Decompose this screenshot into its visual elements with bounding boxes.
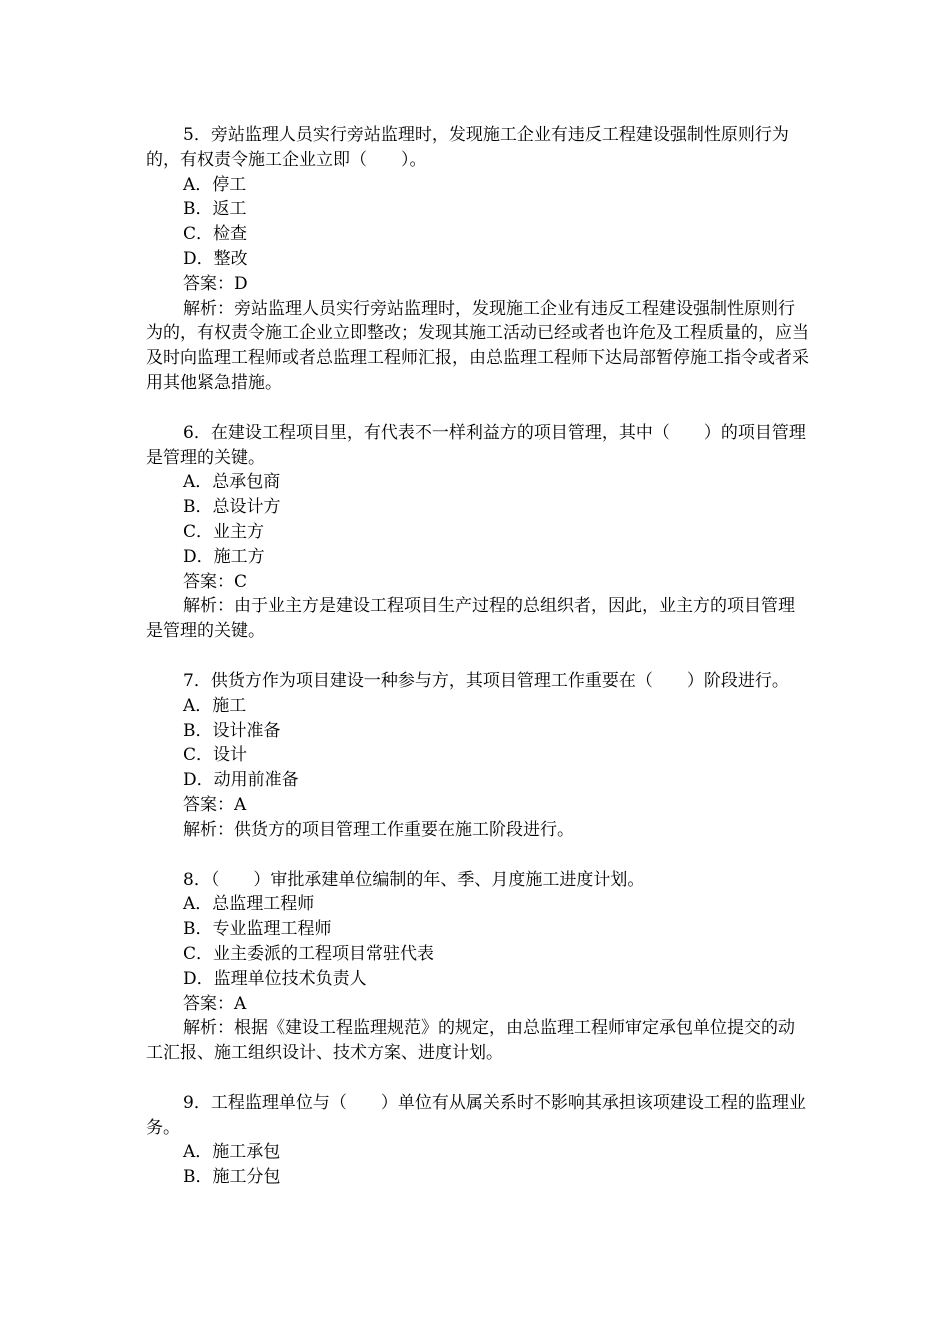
question-stem: 6．在建设工程项目里，有代表不一样利益方的项目管理，其中（ ）的项目管理是管理的关键。 xyxy=(146,422,806,468)
answer: 答案：C xyxy=(183,571,248,592)
explanation: 解析：旁站监理人员实行旁站监理时，发现施工企业有违反工程建设强制性原则行为的，有权责令施工企业立即整改；发现其施工活动已经或者也许危及工程质量的，应当及时向监理工程师或者总监理工程师汇报，由总监理工程师下达局部暂停施工指令或者采用其他紧急措施。 xyxy=(146,298,809,393)
question-9 xyxy=(146,1091,810,1190)
question-stem: 7．供货方作为项目建设一种参与方，其项目管理工作重要在（ ）阶段进行。 xyxy=(183,670,789,691)
question-stem: 9．工程监理单位与（ ）单位有从属关系时不影响其承担该项建设工程的监理业务。 xyxy=(146,1092,806,1138)
option-c: C．检查 xyxy=(183,224,248,245)
option-a: A．施工 xyxy=(183,695,247,716)
option-b: B．设计准备 xyxy=(183,720,281,741)
question-8 xyxy=(146,868,810,1066)
answer: 答案：D xyxy=(183,273,248,294)
answer: 答案：A xyxy=(183,993,247,1014)
option-b: B．总设计方 xyxy=(183,497,281,518)
option-d: D．整改 xyxy=(183,248,248,269)
option-c: C．业主方 xyxy=(183,521,265,542)
explanation: 解析：供货方的项目管理工作重要在施工阶段进行。 xyxy=(183,819,574,840)
option-a: A．施工承包 xyxy=(183,1142,281,1163)
answer: 答案：A xyxy=(183,794,247,815)
question-6 xyxy=(146,421,810,644)
option-b: B．施工分包 xyxy=(183,1167,281,1188)
option-c: C．业主委派的工程项目常驻代表 xyxy=(183,943,435,964)
option-a: A．总监理工程师 xyxy=(183,894,315,915)
option-d: D．动用前准备 xyxy=(183,770,299,791)
explanation: 解析：根据《建设工程监理规范》的规定，由总监理工程师审定承包单位提交的动工汇报、施工组织设计、技术方案、进度计划。 xyxy=(146,1018,795,1064)
document-page xyxy=(146,123,810,1215)
question-7 xyxy=(146,669,810,843)
option-d: D．施工方 xyxy=(183,546,265,567)
option-c: C．设计 xyxy=(183,745,248,766)
option-d: D．监理单位技术负责人 xyxy=(183,968,367,989)
option-b: B．专业监理工程师 xyxy=(183,919,332,940)
option-a: A．总承包商 xyxy=(183,472,281,493)
question-5 xyxy=(146,123,810,396)
question-stem: 8．（ ）审批承建单位编制的年、季、月度施工进度计划。 xyxy=(183,869,645,890)
option-a: A．停工 xyxy=(183,174,247,195)
question-stem: 5．旁站监理人员实行旁站监理时，发现施工企业有违反工程建设强制性原则行为的，有权责令施工企业立即（ ）。 xyxy=(146,125,789,170)
option-b: B．返工 xyxy=(183,199,247,220)
explanation: 解析：由于业主方是建设工程项目生产过程的总组织者，因此，业主方的项目管理是管理的关键。 xyxy=(146,596,795,642)
